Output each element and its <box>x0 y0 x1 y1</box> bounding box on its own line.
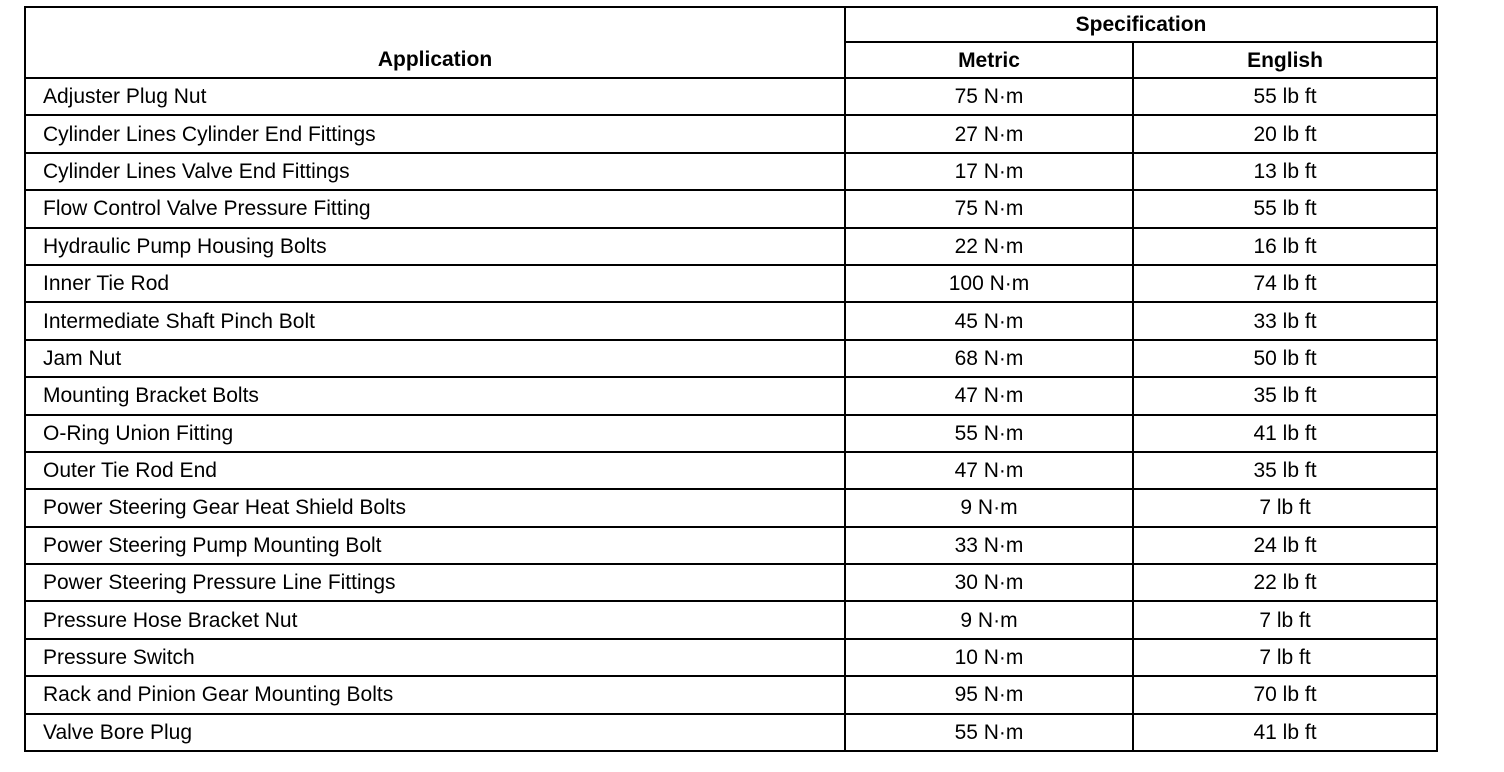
application-cell: Intermediate Shaft Pinch Bolt <box>25 302 845 339</box>
metric-cell: 10 N·m <box>845 639 1133 676</box>
application-cell: Inner Tie Rod <box>25 265 845 302</box>
table-row <box>25 78 1437 115</box>
application-cell: Power Steering Pressure Line Fittings <box>25 564 845 601</box>
metric-cell: 30 N·m <box>845 564 1133 601</box>
english-cell: 16 lb ft <box>1133 228 1437 265</box>
table-row <box>25 676 1437 713</box>
metric-cell: 45 N·m <box>845 302 1133 339</box>
table-row <box>25 190 1437 227</box>
english-cell: 20 lb ft <box>1133 115 1437 152</box>
table-header <box>25 7 1437 78</box>
table-row <box>25 489 1437 526</box>
metric-cell: 55 N·m <box>845 415 1133 452</box>
english-cell: 55 lb ft <box>1133 78 1437 115</box>
application-cell: Pressure Switch <box>25 639 845 676</box>
application-cell: Flow Control Valve Pressure Fitting <box>25 190 845 227</box>
english-header: English <box>1133 42 1437 78</box>
english-cell: 7 lb ft <box>1133 489 1437 526</box>
metric-cell: 68 N·m <box>845 340 1133 377</box>
english-cell: 74 lb ft <box>1133 265 1437 302</box>
metric-cell: 95 N·m <box>845 676 1133 713</box>
application-cell: Hydraulic Pump Housing Bolts <box>25 228 845 265</box>
metric-cell: 47 N·m <box>845 452 1133 489</box>
application-cell: Cylinder Lines Valve End Fittings <box>25 153 845 190</box>
english-cell: 35 lb ft <box>1133 377 1437 414</box>
table-body <box>25 78 1437 751</box>
metric-cell: 9 N·m <box>845 489 1133 526</box>
english-cell: 35 lb ft <box>1133 452 1437 489</box>
application-cell: Adjuster Plug Nut <box>25 78 845 115</box>
application-cell: Power Steering Pump Mounting Bolt <box>25 527 845 564</box>
table-row <box>25 340 1437 377</box>
header-row-top <box>25 7 1437 42</box>
metric-cell: 47 N·m <box>845 377 1133 414</box>
table-row <box>25 415 1437 452</box>
english-cell: 70 lb ft <box>1133 676 1437 713</box>
table-row <box>25 601 1437 638</box>
metric-cell: 100 N·m <box>845 265 1133 302</box>
metric-cell: 55 N·m <box>845 714 1133 751</box>
metric-cell: 75 N·m <box>845 190 1133 227</box>
english-cell: 41 lb ft <box>1133 415 1437 452</box>
fastener-specifications-table <box>24 6 1438 752</box>
english-cell: 33 lb ft <box>1133 302 1437 339</box>
english-cell: 24 lb ft <box>1133 527 1437 564</box>
application-cell: Rack and Pinion Gear Mounting Bolts <box>25 676 845 713</box>
table-row <box>25 452 1437 489</box>
metric-cell: 27 N·m <box>845 115 1133 152</box>
specification-header: Specification <box>845 7 1437 42</box>
metric-cell: 22 N·m <box>845 228 1133 265</box>
english-cell: 7 lb ft <box>1133 601 1437 638</box>
application-cell: Pressure Hose Bracket Nut <box>25 601 845 638</box>
table-row <box>25 153 1437 190</box>
english-cell: 50 lb ft <box>1133 340 1437 377</box>
application-header: Application <box>25 7 845 78</box>
application-cell: Valve Bore Plug <box>25 714 845 751</box>
metric-cell: 9 N·m <box>845 601 1133 638</box>
application-cell: Power Steering Gear Heat Shield Bolts <box>25 489 845 526</box>
application-cell: O-Ring Union Fitting <box>25 415 845 452</box>
application-cell: Jam Nut <box>25 340 845 377</box>
table-row <box>25 377 1437 414</box>
table-row <box>25 639 1437 676</box>
table-row <box>25 714 1437 751</box>
table-row <box>25 302 1437 339</box>
table-row <box>25 527 1437 564</box>
metric-header: Metric <box>845 42 1133 78</box>
metric-cell: 17 N·m <box>845 153 1133 190</box>
application-cell: Outer Tie Rod End <box>25 452 845 489</box>
english-cell: 22 lb ft <box>1133 564 1437 601</box>
table-row <box>25 115 1437 152</box>
table-row <box>25 564 1437 601</box>
application-cell: Cylinder Lines Cylinder End Fittings <box>25 115 845 152</box>
metric-cell: 33 N·m <box>845 527 1133 564</box>
application-cell: Mounting Bracket Bolts <box>25 377 845 414</box>
english-cell: 55 lb ft <box>1133 190 1437 227</box>
english-cell: 13 lb ft <box>1133 153 1437 190</box>
english-cell: 41 lb ft <box>1133 714 1437 751</box>
metric-cell: 75 N·m <box>845 78 1133 115</box>
table-row <box>25 228 1437 265</box>
table-row <box>25 265 1437 302</box>
english-cell: 7 lb ft <box>1133 639 1437 676</box>
